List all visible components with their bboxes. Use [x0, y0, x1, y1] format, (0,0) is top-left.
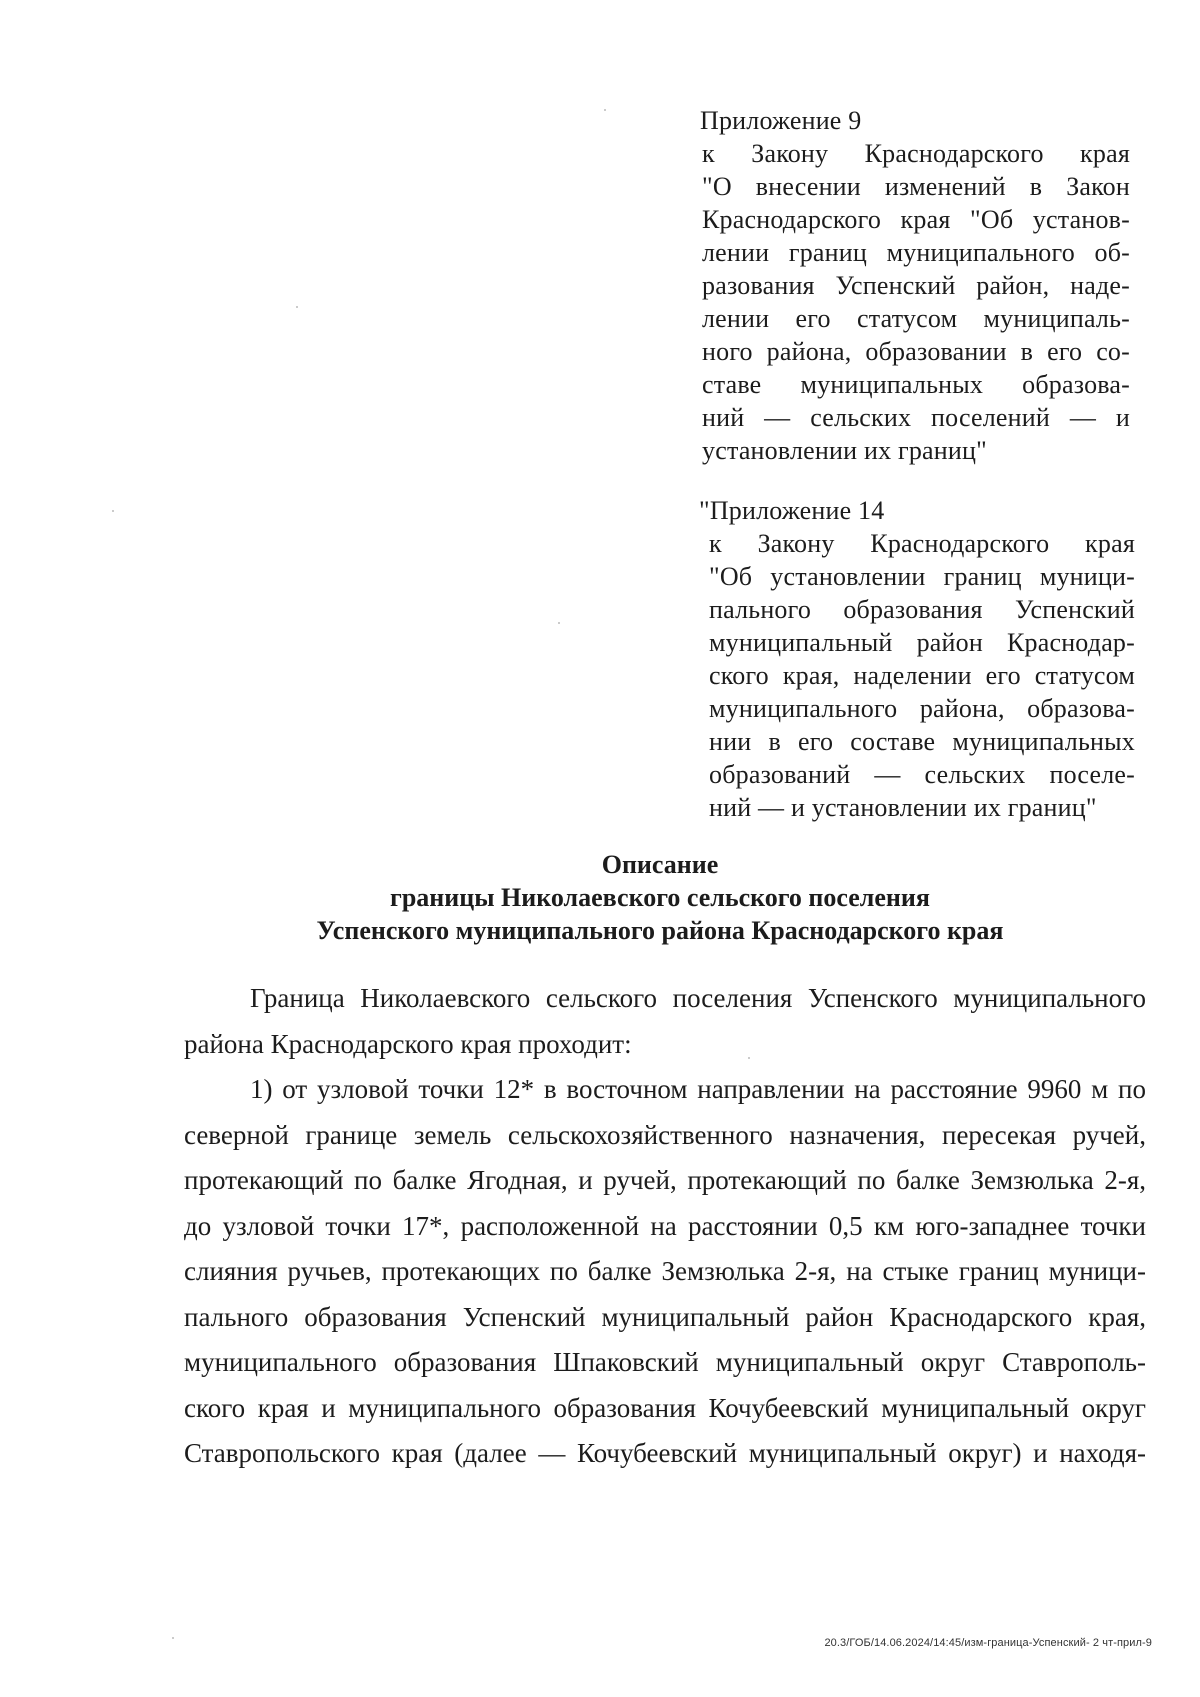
body-line: слияния ручьев, протекающих по балке Земзюлька 2-я, на стыке границ муници- — [184, 1256, 1146, 1286]
appendix-14-line: пального образования Успенский — [709, 595, 1135, 624]
appendix-9-line: ставе муниципальных образова- — [702, 370, 1130, 399]
appendix-14-line: муниципального района, образова- — [709, 694, 1135, 723]
body-line: 1) от узловой точки 12* в восточном направлении на расстояние 9960 м по — [250, 1074, 1146, 1104]
body-line: района Краснодарского края проходит: — [184, 1028, 632, 1059]
appendix-14-line: "Об установлении границ муници- — [709, 562, 1135, 591]
scan-speck — [748, 1057, 750, 1059]
appendix-14-line: ского края, наделении его статусом — [709, 661, 1135, 690]
appendix-9-line: разования Успенский район, наде- — [702, 271, 1130, 300]
appendix-14-block — [699, 494, 1135, 824]
appendix-9-line: Краснодарского края "Об установ- — [702, 205, 1130, 234]
appendix-14-line: образований — сельских поселе- — [709, 760, 1135, 789]
appendix-9-line: ного района, образовании в его со- — [702, 337, 1130, 366]
appendix-9-line: "О внесении изменений в Закон — [702, 172, 1130, 201]
appendix-9-block — [700, 104, 1130, 467]
scan-speck — [112, 510, 114, 512]
title-line: Описание — [601, 850, 719, 879]
scan-speck — [604, 109, 606, 111]
footer-code: 20.3/ГОБ/14.06.2024/14:45/изм-граница-Успенский- 2 чт-прил-9 — [824, 1637, 1152, 1649]
document-body — [184, 976, 1146, 1477]
scan-speck — [296, 306, 298, 308]
scan-speck — [172, 1637, 174, 1639]
appendix-14-line: муниципальный район Краснодар- — [709, 628, 1135, 657]
body-line: пального образования Успенский муниципальный район Краснодарского края, — [184, 1301, 1146, 1332]
appendix-9-line: установлении их границ" — [702, 436, 987, 465]
document-title — [200, 848, 1120, 947]
appendix-14-line: ний — и установлении их границ" — [709, 793, 1097, 822]
appendix-9-line: к Закону Краснодарского края — [702, 139, 1130, 168]
body-line: муниципального образования Шпаковский муниципальный округ Ставрополь- — [184, 1347, 1146, 1377]
appendix-9-line: лении границ муниципального об- — [702, 238, 1130, 267]
body-line: Ставропольского края (далее — Кочубеевский муниципальный округ) и находя- — [184, 1438, 1146, 1468]
scan-speck — [558, 622, 560, 624]
appendix-9-line: ний — сельских поселений — и — [702, 403, 1130, 432]
body-line: северной границе земель сельскохозяйственного назначения, пересекая ручей, — [184, 1119, 1146, 1150]
body-line: протекающий по балке Ягодная, и ручей, протекающий по балке Земзюлька 2-я, — [184, 1165, 1146, 1195]
appendix-9-line: лении его статусом муниципаль- — [702, 304, 1130, 333]
body-line: Граница Николаевского сельского поселения Успенского муниципального — [250, 983, 1146, 1013]
appendix-14-line: к Закону Краснодарского края — [709, 529, 1135, 558]
title-line: Успенского муниципального района Краснодарского края — [316, 916, 1004, 945]
appendix-14-heading: "Приложение 14 — [699, 496, 885, 525]
title-line: границы Николаевского сельского поселения — [390, 883, 930, 912]
appendix-9-heading: Приложение 9 — [700, 106, 862, 135]
body-line: до узловой точки 17*, расположенной на расстоянии 0,5 км юго-западнее точки — [184, 1210, 1146, 1241]
body-line: ского края и муниципального образования Кочубеевский муниципальный округ — [184, 1392, 1146, 1423]
appendix-14-line: нии в его составе муниципальных — [709, 727, 1135, 756]
